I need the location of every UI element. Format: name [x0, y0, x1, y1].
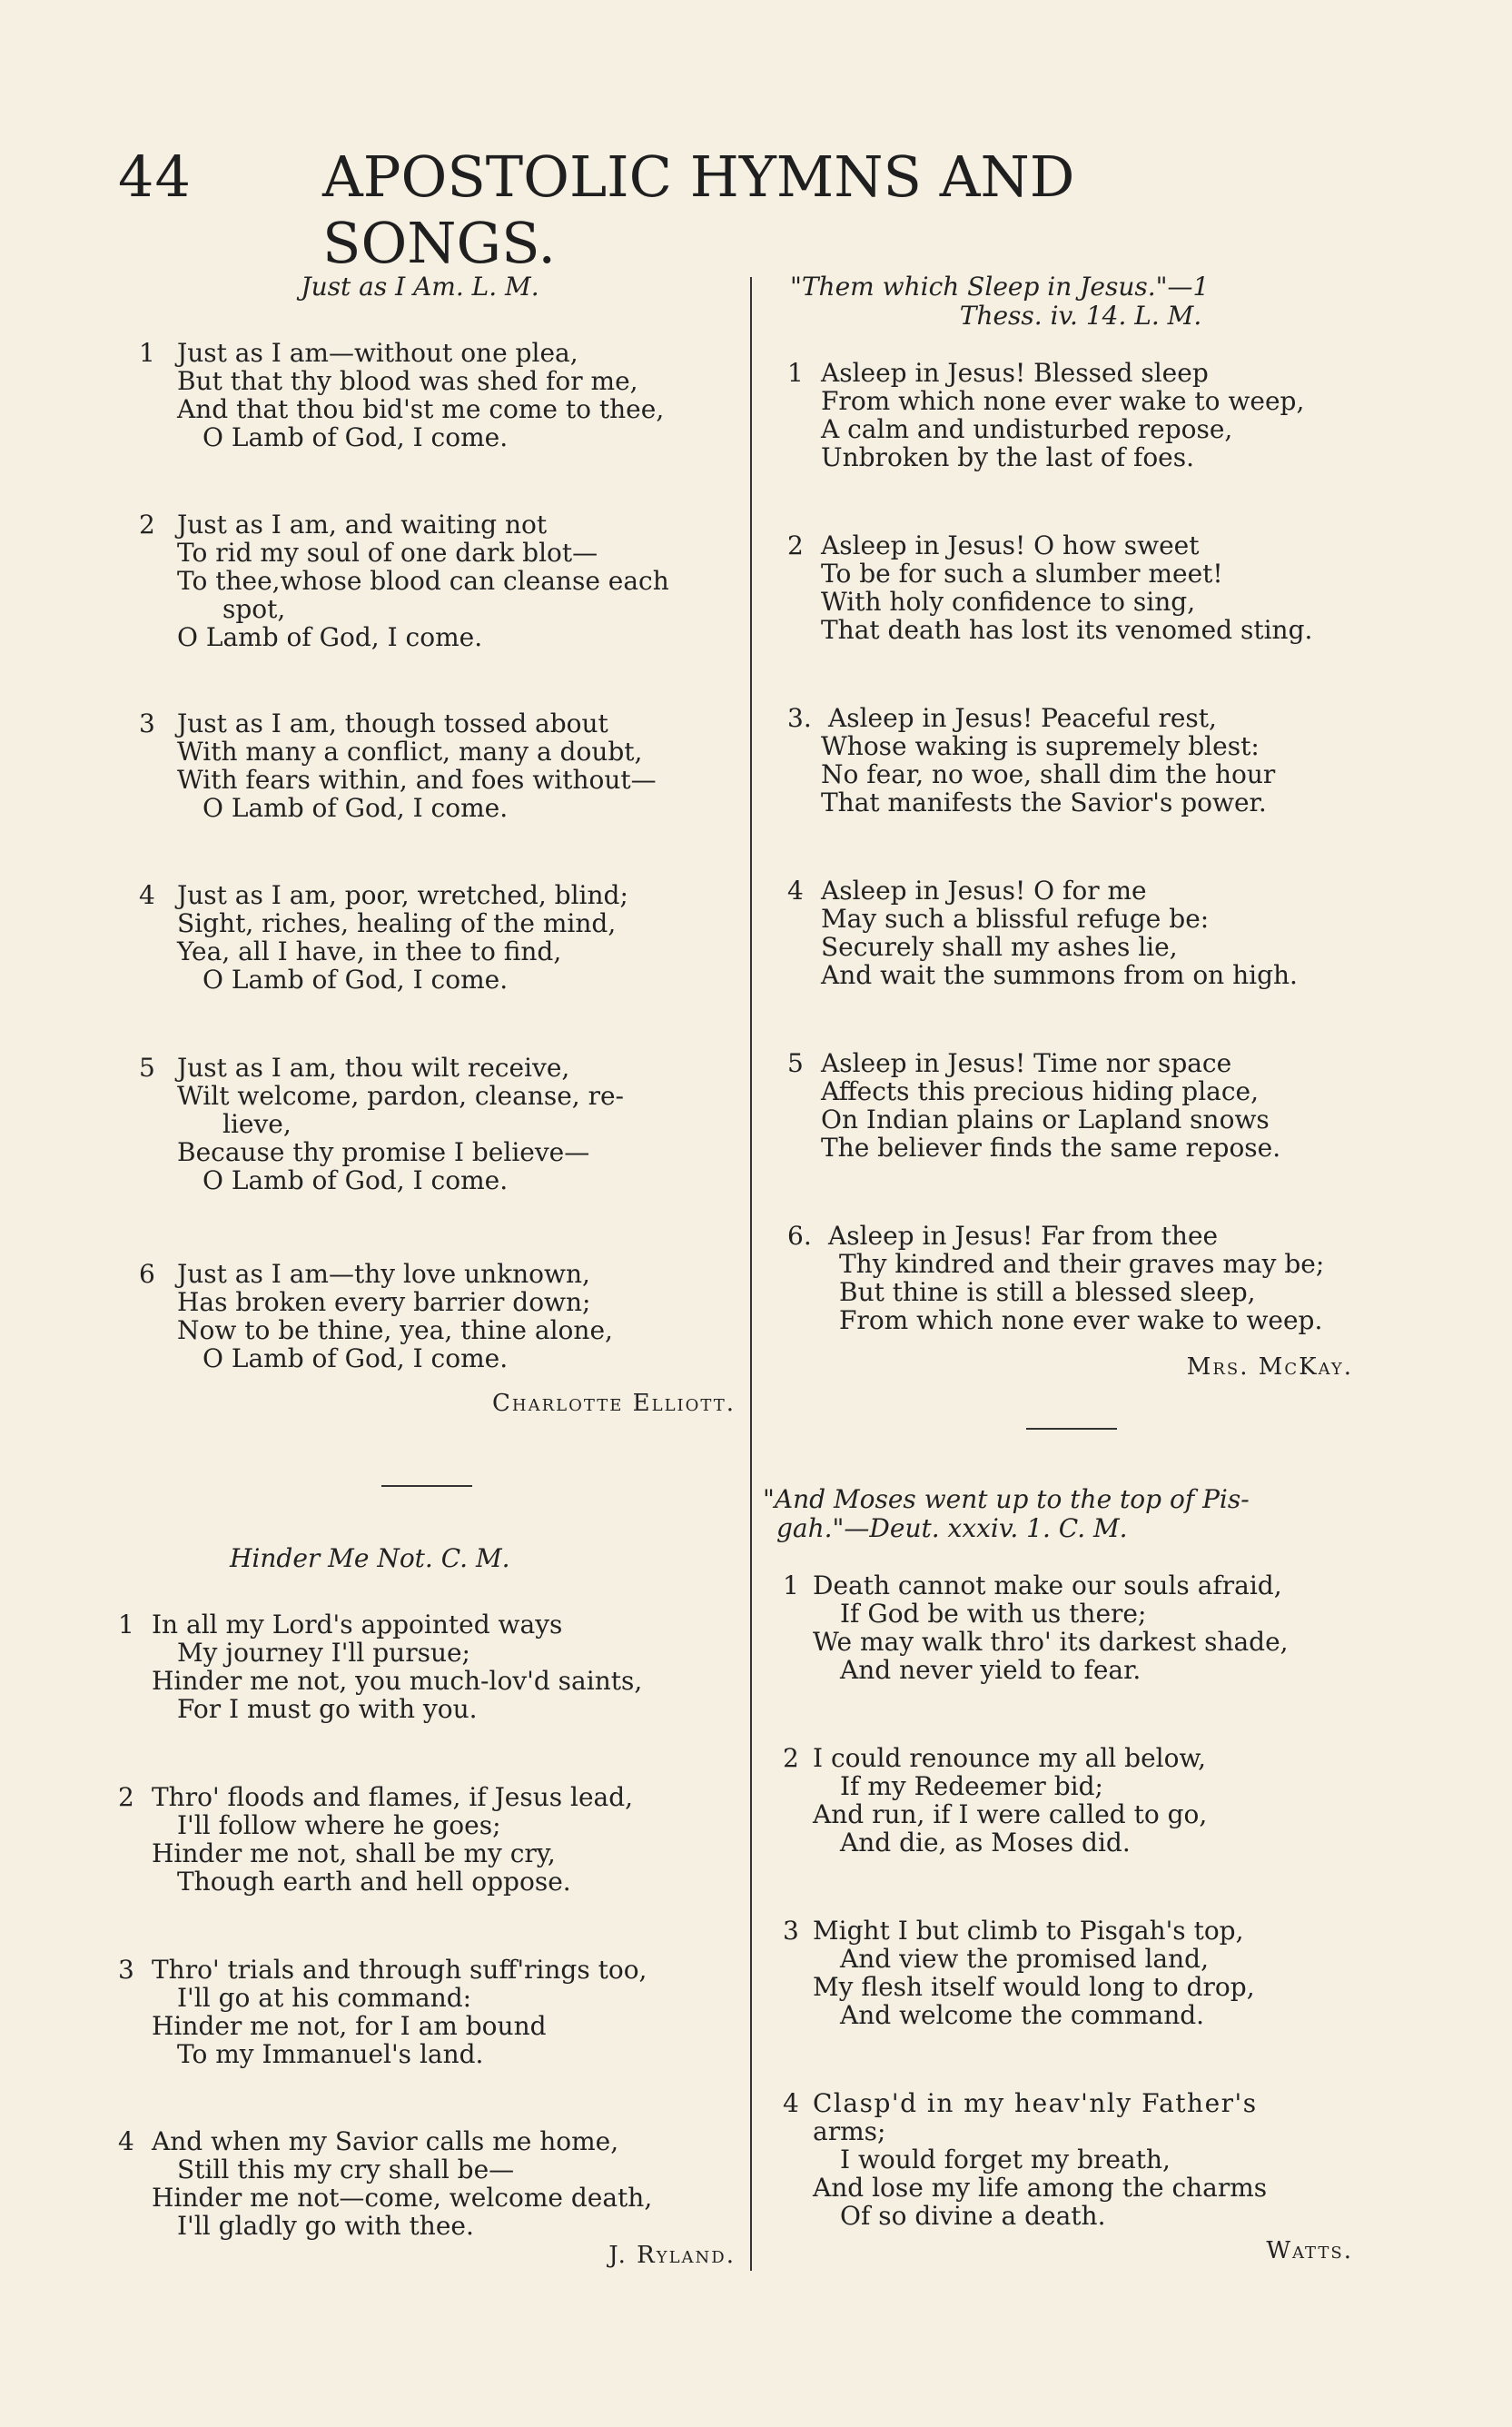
- stanza: [114, 510, 754, 651]
- stanza: [763, 359, 1398, 471]
- verse-line: We may walk thro' its darkest shade,: [813, 1627, 1289, 1657]
- verse-line: Asleep in Jesus! Far from thee: [828, 1221, 1219, 1251]
- verse-line: I'll go at his command:: [177, 1983, 472, 2013]
- stanza-number: 4: [783, 2088, 799, 2118]
- verse-line: Just as I am—thy love unknown,: [177, 1259, 590, 1289]
- verse-line: Securely shall my ashes lie,: [821, 932, 1178, 962]
- verse-line: Still this my cry shall be—: [177, 2155, 515, 2184]
- hymn-author: J. Ryland.: [608, 2242, 736, 2269]
- verse-line: Unbroken by the last of foes.: [821, 442, 1195, 472]
- verse-line: Wilt welcome, pardon, cleanse, re-: [177, 1081, 625, 1111]
- verse-line: And never yield to fear.: [840, 1655, 1141, 1685]
- hymn-title-line-1: "And Moses went up to the top of Pis-: [763, 1484, 1250, 1514]
- verse-line: arms;: [813, 2116, 886, 2146]
- verse-line: If my Redeemer bid;: [840, 1771, 1103, 1801]
- verse-line: Just as I am, poor, wretched, blind;: [177, 880, 628, 910]
- stanza: [763, 1744, 1398, 1857]
- verse-line: Death cannot make our souls afraid,: [813, 1570, 1282, 1600]
- verse-line: Asleep in Jesus! O for me: [821, 876, 1147, 906]
- stanza-number: 1: [139, 338, 155, 368]
- verse-line: Hinder me not, shall be my cry,: [152, 1838, 556, 1868]
- verse-line: Just as I am, and waiting not: [177, 510, 548, 540]
- verse-line: Hinder me not, you much-lov'd saints,: [152, 1666, 643, 1696]
- verse-line: For I must go with you.: [177, 1694, 478, 1724]
- verse-line: But that thy blood was shed for me,: [177, 366, 638, 396]
- verse-line: I'll gladly go with thee.: [177, 2211, 474, 2241]
- verse-line: O Lamb of God, I come.: [203, 422, 509, 452]
- verse-line: I could renounce my all below,: [813, 1743, 1207, 1773]
- verse-line: No fear, no woe, shall dim the hour: [821, 759, 1276, 789]
- stanza: [763, 1917, 1398, 2029]
- hymn-hinder-me-not: [114, 1543, 754, 2269]
- hymn-author: Mrs. McKay.: [1186, 1353, 1353, 1381]
- verse-line: I would forget my breath,: [840, 2145, 1171, 2174]
- verse-line: Clasp'd in my heav'nly Father's: [813, 2088, 1258, 2118]
- verse-line: I'll follow where he goes;: [177, 1810, 501, 1840]
- verse-line: To rid my soul of one dark blot—: [177, 538, 598, 568]
- verse-line: On Indian plains or Lapland snows: [821, 1105, 1270, 1134]
- verse-line: Of so divine a death.: [840, 2201, 1106, 2231]
- verse-line: And view the promised land,: [840, 1944, 1209, 1974]
- page-header: [118, 144, 1208, 276]
- verse-line: From which none ever wake to weep.: [839, 1305, 1323, 1335]
- verse-line: O Lamb of God, I come.: [203, 1343, 509, 1373]
- verse-line: Asleep in Jesus! Blessed sleep: [821, 358, 1209, 388]
- verse-line: The believer finds the same repose.: [821, 1133, 1281, 1163]
- hymn-author: Charlotte Elliott.: [492, 1390, 736, 1417]
- verse-line: Hinder me not, for I am bound: [152, 2011, 547, 2041]
- verse-line: To be for such a slumber meet!: [821, 559, 1223, 589]
- hymn-them-which-sleep: [763, 272, 1398, 1381]
- verse-line: lieve,: [222, 1109, 292, 1139]
- stanza-number: 3: [139, 708, 155, 738]
- verse-line: With fears within, and foes without—: [177, 765, 657, 795]
- stanza: [763, 704, 1398, 817]
- verse-line: Hinder me not—come, welcome death,: [152, 2183, 653, 2213]
- stanza: [114, 1956, 754, 2068]
- verse-line: In all my Lord's appointed ways: [152, 1610, 563, 1639]
- hymn-title: Hinder Me Not. C. M.: [230, 1543, 510, 1573]
- verse-line: O Lamb of God, I come.: [203, 965, 509, 995]
- verse-line: And when my Savior calls me home,: [152, 2126, 619, 2156]
- stanza-number: 2: [139, 510, 155, 540]
- stanza-number: 4: [787, 876, 804, 906]
- stanza-number: 1: [787, 358, 804, 388]
- stanza: [114, 1260, 754, 1372]
- stanza-number: 1: [783, 1570, 799, 1600]
- verse-line: A calm and undisturbed repose,: [821, 414, 1233, 444]
- stanza-number: 3.: [787, 703, 812, 733]
- verse-line: And run, if I were called to go,: [813, 1799, 1208, 1829]
- stanza: [114, 1783, 754, 1896]
- verse-line: But thine is still a blessed sleep,: [839, 1277, 1256, 1307]
- verse-line: My flesh itself would long to drop,: [813, 1972, 1255, 2002]
- verse-line: Just as I am, thou wilt receive,: [177, 1053, 570, 1083]
- verse-line: And lose my life among the charms: [813, 2173, 1268, 2203]
- stanza-number: 4: [139, 880, 155, 910]
- stanza-number: 3: [118, 1955, 134, 1985]
- stanza: [114, 2127, 754, 2240]
- verse-line: Asleep in Jesus! O how sweet: [821, 530, 1200, 560]
- stanza-number: 3: [783, 1916, 799, 1946]
- verse-line: To my Immanuel's land.: [177, 2039, 484, 2069]
- stanza: [114, 1054, 754, 1194]
- stanza: [763, 1222, 1398, 1334]
- verse-line: Asleep in Jesus! Peaceful rest,: [828, 703, 1217, 733]
- verse-line: And die, as Moses did.: [840, 1828, 1131, 1857]
- stanza: [763, 877, 1398, 989]
- verse-line: From which none ever wake to weep,: [821, 386, 1305, 416]
- verse-line: Sight, riches, healing of the mind,: [177, 908, 617, 938]
- verse-line: O Lamb of God, I come.: [203, 793, 509, 823]
- verse-line: O Lamb of God, I come.: [177, 622, 483, 652]
- stanza: [763, 1571, 1398, 1684]
- verse-line: Affects this precious hiding place,: [821, 1076, 1260, 1106]
- verse-line: If God be with us there;: [840, 1599, 1147, 1629]
- hymn-moses-pisgah: [763, 1484, 1398, 2264]
- stanza: [763, 531, 1398, 644]
- running-title: APOSTOLIC HYMNS AND SONGS.: [322, 144, 1075, 276]
- stanza: [114, 1610, 754, 1723]
- stanza-number: 2: [783, 1743, 799, 1773]
- verse-line: Though earth and hell oppose.: [177, 1867, 571, 1897]
- hymn-separator: [381, 1485, 472, 1487]
- verse-line: Asleep in Jesus! Time nor space: [821, 1048, 1232, 1078]
- verse-line: My journey I'll pursue;: [177, 1638, 470, 1668]
- stanza-number: 2: [118, 1782, 134, 1812]
- stanza-number: 2: [787, 530, 804, 560]
- verse-line: Just as I am—without one plea,: [177, 338, 578, 368]
- stanza-number: 6: [139, 1259, 155, 1289]
- verse-line: Thro' floods and flames, if Jesus lead,: [152, 1782, 634, 1812]
- verse-line: And that thou bid'st me come to thee,: [177, 394, 665, 424]
- hymn-title-line-2: gah."—Deut. xxxiv. 1. C. M.: [776, 1513, 1128, 1543]
- verse-line: Just as I am, though tossed about: [177, 708, 608, 738]
- verse-line: That death has lost its venomed sting.: [821, 615, 1313, 645]
- hymn-author: Watts.: [1266, 2237, 1353, 2264]
- stanza-number: 5: [787, 1048, 804, 1078]
- verse-line: Yea, all I have, in thee to find,: [177, 936, 562, 966]
- verse-line: Has broken every barrier down;: [177, 1287, 591, 1317]
- verse-line: And welcome the command.: [840, 2000, 1205, 2030]
- stanza-number: 1: [118, 1610, 134, 1639]
- stanza-number: 5: [139, 1053, 155, 1083]
- stanza: [114, 339, 754, 451]
- page-number: 44: [118, 144, 192, 210]
- hymn-title: Just as I Am. L. M.: [301, 272, 539, 302]
- hymn-just-as-i-am: [114, 272, 754, 1417]
- verse-line: Now to be thine, yea, thine alone,: [177, 1315, 613, 1345]
- stanza: [763, 2089, 1398, 2230]
- verse-line: Whose waking is supremely blest:: [821, 731, 1260, 761]
- verse-line: To thee,whose blood can cleanse each: [177, 566, 669, 596]
- verse-line: Thy kindred and their graves may be;: [839, 1249, 1325, 1279]
- right-column: [763, 272, 1398, 2271]
- stanza-number: 6.: [787, 1221, 812, 1251]
- hymn-separator: [1026, 1428, 1117, 1430]
- stanza-number: 4: [118, 2126, 134, 2156]
- verse-line: With holy confidence to sing,: [821, 587, 1196, 617]
- verse-line: Because thy promise I believe—: [177, 1137, 590, 1167]
- left-column: [114, 272, 754, 2271]
- verse-line: With many a conflict, many a doubt,: [177, 737, 643, 767]
- verse-line: O Lamb of God, I come.: [203, 1165, 509, 1195]
- stanza: [114, 881, 754, 994]
- hymn-title-line-2: Thess. iv. 14. L. M.: [959, 301, 1202, 331]
- stanza: [114, 709, 754, 822]
- verse-line: May such a blissful refuge be:: [821, 904, 1210, 934]
- verse-line: Might I but climb to Pisgah's top,: [813, 1916, 1244, 1946]
- verse-line: And wait the summons from on high.: [821, 960, 1298, 990]
- verse-line: Thro' trials and through suff'rings too,: [152, 1955, 647, 1985]
- verse-line: spot,: [222, 594, 286, 624]
- stanza: [763, 1049, 1398, 1162]
- verse-line: That manifests the Savior's power.: [821, 788, 1267, 817]
- hymn-title-line-1: "Them which Sleep in Jesus."—1: [790, 272, 1210, 302]
